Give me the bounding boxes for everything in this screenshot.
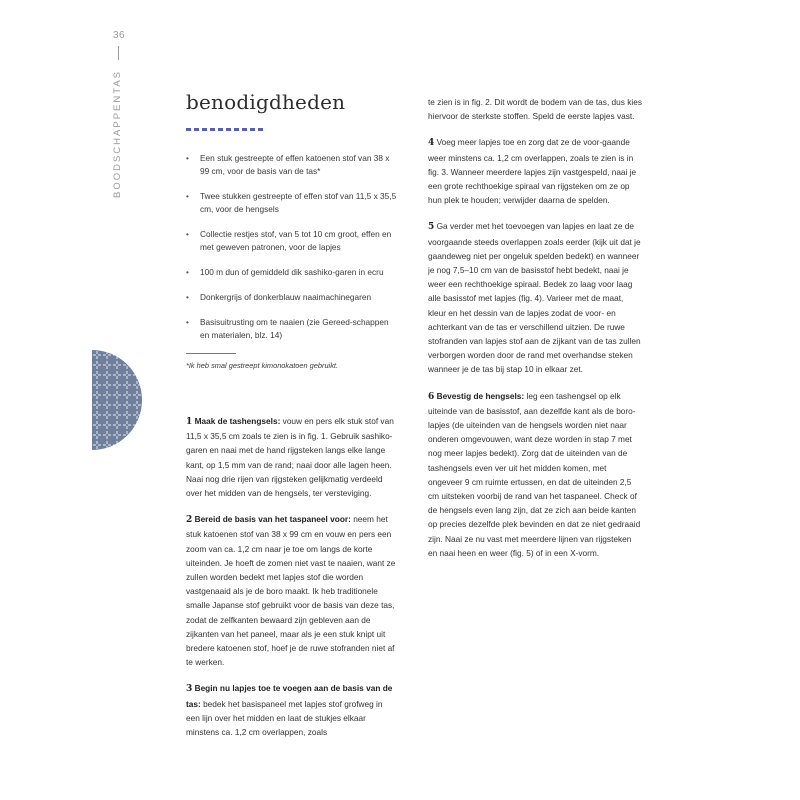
step-1: 1 Maak de tashengsels: vouw en pers elk stuk stof van 11,5 x 35,5 cm zoals te zien is in fig. 1. Gebruik sashiko-garen en naai met de hand rijgsteken langs elke lange kant, op 1,5 mm van de rand; naai door alle lagen heen. Naai nog drie rijen van rijgsteken gelijkmatig verdeeld over het midden van de hengsels, ter versteviging. [186,416,394,499]
header-divider [118,46,119,60]
page-number: 36 [112,30,126,41]
list-item: • Een stuk gestreepte of effen katoenen stof van 38 x 99 cm, voor de basis van de tas* [186,153,390,176]
steps-left-column [186,414,398,751]
step-4: 4 Voeg meer lapjes toe en zorg dat ze de voor-gaande weer minstens ca. 1,2 cm overlappen, zoals te zien is in fig. 3. Wanneer meerdere lapjes zijn vastgespeld, naai je een grote rechthoekige spiraal van rijgsteken om ze op hun plek te houden; verwijder daarna de spelden. [428,137,637,206]
list-item: • Twee stukken gestreepte of effen stof van 11,5 x 35,5 cm, voor de hengsels [186,191,397,214]
step-3-continued: te zien is in fig. 2. Dit wordt de bodem van de tas, dus kies hiervoor de sterkste stoffen. Speld de eerste lapjes vast. [428,97,642,122]
list-item: • Basisuitrusting om te naaien (zie Gereed-schappen en materialen, blz. 14) [186,317,389,340]
section-title: BOODSCHAPPENTAS [112,70,123,199]
footnote-rule [186,353,236,354]
step-5: 5 Ga verder met het toevoegen van lapjes en laat ze de voorgaande steeds overlappen zoals eerder (kijk uit dat je gaandeweg niet per ongeluk spelden bedekt) en wanneer je nog 7,5–10 cm van de basisstof hebt bedekt, naai je weer een rechthoekige spiraal. Bedek zo laag voor laag alle basisstof met lapjes (fig. 4). Varieer met de maat, kleur en het dessin van de lapjes zodat de voor- en achterkant van de tas er verschillend uitzien. De ruwe stofranden van lapjes stof aan de zijkant van de tas zullen verborgen worden door de rand met overhandse steken wanneer je de tas bij stap 10 in elkaar zet. [428,221,641,375]
step-6: 6 Bevestig de hengsels: leg een tashengsel op elk uiteinde van de basisstof, aan dezelfde kant als de boro-lapjes (de uiteinden van de hengsels worden niet naar onderen omgevouwen, want deze worden in stap 7 met nog meer lapjes bedekt). Zorg dat de uiteinden van de tashengsels even ver uit het midden komen, met ongeveer 9 cm ruimte ertussen, en dat de uiteinden 2,5 cm uitsteken voorbij de rand van het taspaneel. Check of de hengsels even lang zijn, dat ze zich aan beide kanten op precies dezelfde plek bevinden en dat ze niet gedraaid zijn. Naai ze nu vast met meerdere lijnen van rijgsteken en naai heen en weer (fig. 5) of in een X-vorm. [428,390,641,558]
footnote: *Ik heb smal gestreept kimonokatoen gebruikt. [186,361,339,370]
steps-right-column [428,95,642,572]
list-item: • Collectie restjes stof, van 5 tot 10 cm groot, effen en met geweven patronen, voor de lapjes [186,229,392,252]
dashed-rule [186,128,264,131]
materials-heading: benodigdheden [186,90,346,114]
list-item: • Donkergrijs of donkerblauw naaimachinegaren [186,292,372,302]
step-2: 2 Bereid de basis van het taspaneel voor: neem het stuk katoenen stof van 38 x 99 cm en vouw en pers een zoom van ca. 1,2 cm naar je toe om langs de korte uiteinden. Je hoeft de zomen niet vast te naaien, want ze zullen worden bedekt met lapjes stof die worden vastgenaaid als je de boro maakt. Ik heb traditionele smalle Japanse stof gebruikt voor de basis van deze tas, zodat de zelfkanten bewaard zijn gebleven aan de zijkanten van het paneel, maar als je een stuk knipt uit bredere katoenen stof, hoef je de ruwe stofranden niet af te werken. [186,514,396,668]
materials-list [186,152,398,354]
step-3: 3 Begin nu lapjes toe te voegen aan de basis van de tas: bedek het basispaneel met lapjes stof grofweg in een lijn over het midden en laat de stukjes elkaar minstens ca. 1,2 cm overlappen, zoals [186,683,393,738]
list-item: • 100 m dun of gemiddeld dik sashiko-garen in ecru [186,267,384,277]
running-header [108,30,130,199]
sashiko-pattern-decoration [52,350,142,450]
